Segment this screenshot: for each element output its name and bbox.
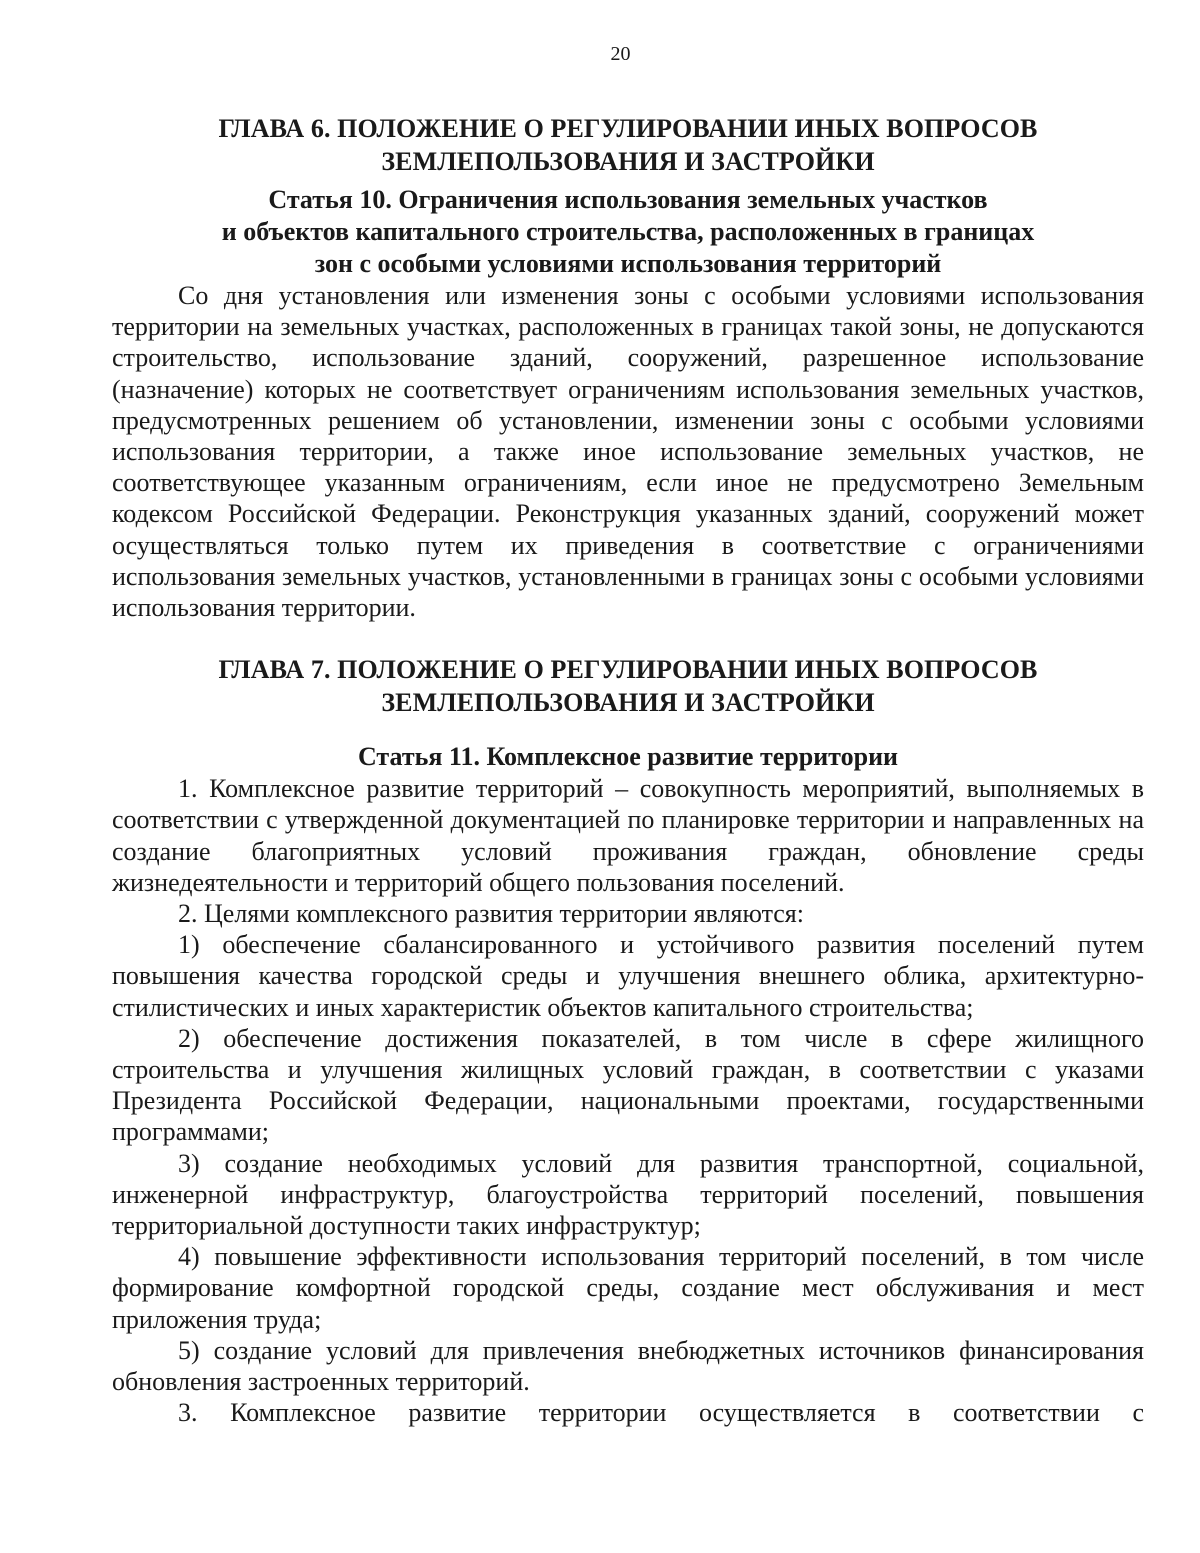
article-11-paragraph: 2. Целями комплексного развития территории являются: <box>178 899 804 929</box>
article-11-title: Статья 11. Комплексное развитие территории <box>357 742 899 772</box>
chapter-7-title-line-1: ГЛАВА 7. ПОЛОЖЕНИЕ О РЕГУЛИРОВАНИИ ИНЫХ ВОПРОСОВ <box>218 655 1038 685</box>
article-11-paragraph: 5) создание условий для привлечения внебюджетных источников финансирования обновления застроенных территорий. <box>112 1335 1144 1397</box>
article-11-paragraph: 3) создание необходимых условий для развития транспортной, социальной, инженерной инфраструктур, благоустройства территорий поселений, повышения территориальной доступности таких инфраструктур; <box>112 1148 1144 1241</box>
chapter-6-title-line-1: ГЛАВА 6. ПОЛОЖЕНИЕ О РЕГУЛИРОВАНИИ ИНЫХ ВОПРОСОВ <box>218 114 1038 143</box>
article-11-paragraph: 2) обеспечение достижения показателей, в том числе в сфере жилищного строительства и улучшения жилищных условий граждан, в соответствии с указами Президента Российской Федерации, национальными проектами, государственными программами; <box>112 1023 1144 1147</box>
article-10-title-line-2: и объектов капитального строительства, расположенных в границах <box>221 217 1035 246</box>
article-11-paragraph-last: 3. Комплексное развитие территории осуществляется в соответствии с <box>178 1398 1144 1428</box>
article-10-paragraph: Со дня установления или изменения зоны с особыми условиями использования территории на земельных участках, расположенных в границах такой зоны, не допускаются строительство, использование зданий, сооружений, разрешенное использование (назначение) которых не соответствует ограничениям использования земельных участков, предусмотренных решением об установлении, изменении зоны с особыми условиями использования территории, а также иное использование земельных участков, не соответствующее указанным ограничениям, если иное не предусмотрено Земельным кодексом Российской Федерации. Реконструкция указанных зданий, сооружений может осуществляться только путем их приведения в соответствие с ограничениями использования земельных участков, установленными в границах зоны с особыми условиями использования территории. <box>112 281 1144 623</box>
page-content <box>112 112 1144 1429</box>
chapter-6-title-line-2: ЗЕМЛЕПОЛЬЗОВАНИЯ И ЗАСТРОЙКИ <box>381 147 875 176</box>
article-11-paragraph: 1) обеспечение сбалансированного и устойчивого развития поселений путем повышения качества городской среды и улучшения внешнего облика, архитектурно-стилистических и иных характеристик объектов капитального строительства; <box>112 930 1144 1022</box>
article-11-paragraph: 4) повышение эффективности использования территорий поселений, в том числе формирование комфортной городской среды, создание мест обслуживания и мест приложения труда; <box>112 1242 1144 1334</box>
article-10-title <box>112 184 1144 280</box>
page-number: 20 <box>610 43 631 65</box>
article-11-paragraph: 1. Комплексное развитие территорий – совокупность мероприятий, выполняемых в соответствии с утвержденной документацией по планировке территории и направленных на создание благоприятных условий проживания граждан, обновление среды жизнедеятельности и территорий общего пользования поселений. <box>112 774 1144 897</box>
chapter-6-title <box>112 112 1144 178</box>
article-10-title-line-1: Статья 10. Ограничения использования земельных участков <box>268 185 988 214</box>
chapter-7-title <box>112 653 1144 719</box>
chapter-7-title-line-2: ЗЕМЛЕПОЛЬЗОВАНИЯ И ЗАСТРОЙКИ <box>381 688 875 718</box>
article-10-title-line-3: зон с особыми условиями использования территорий <box>314 249 942 278</box>
